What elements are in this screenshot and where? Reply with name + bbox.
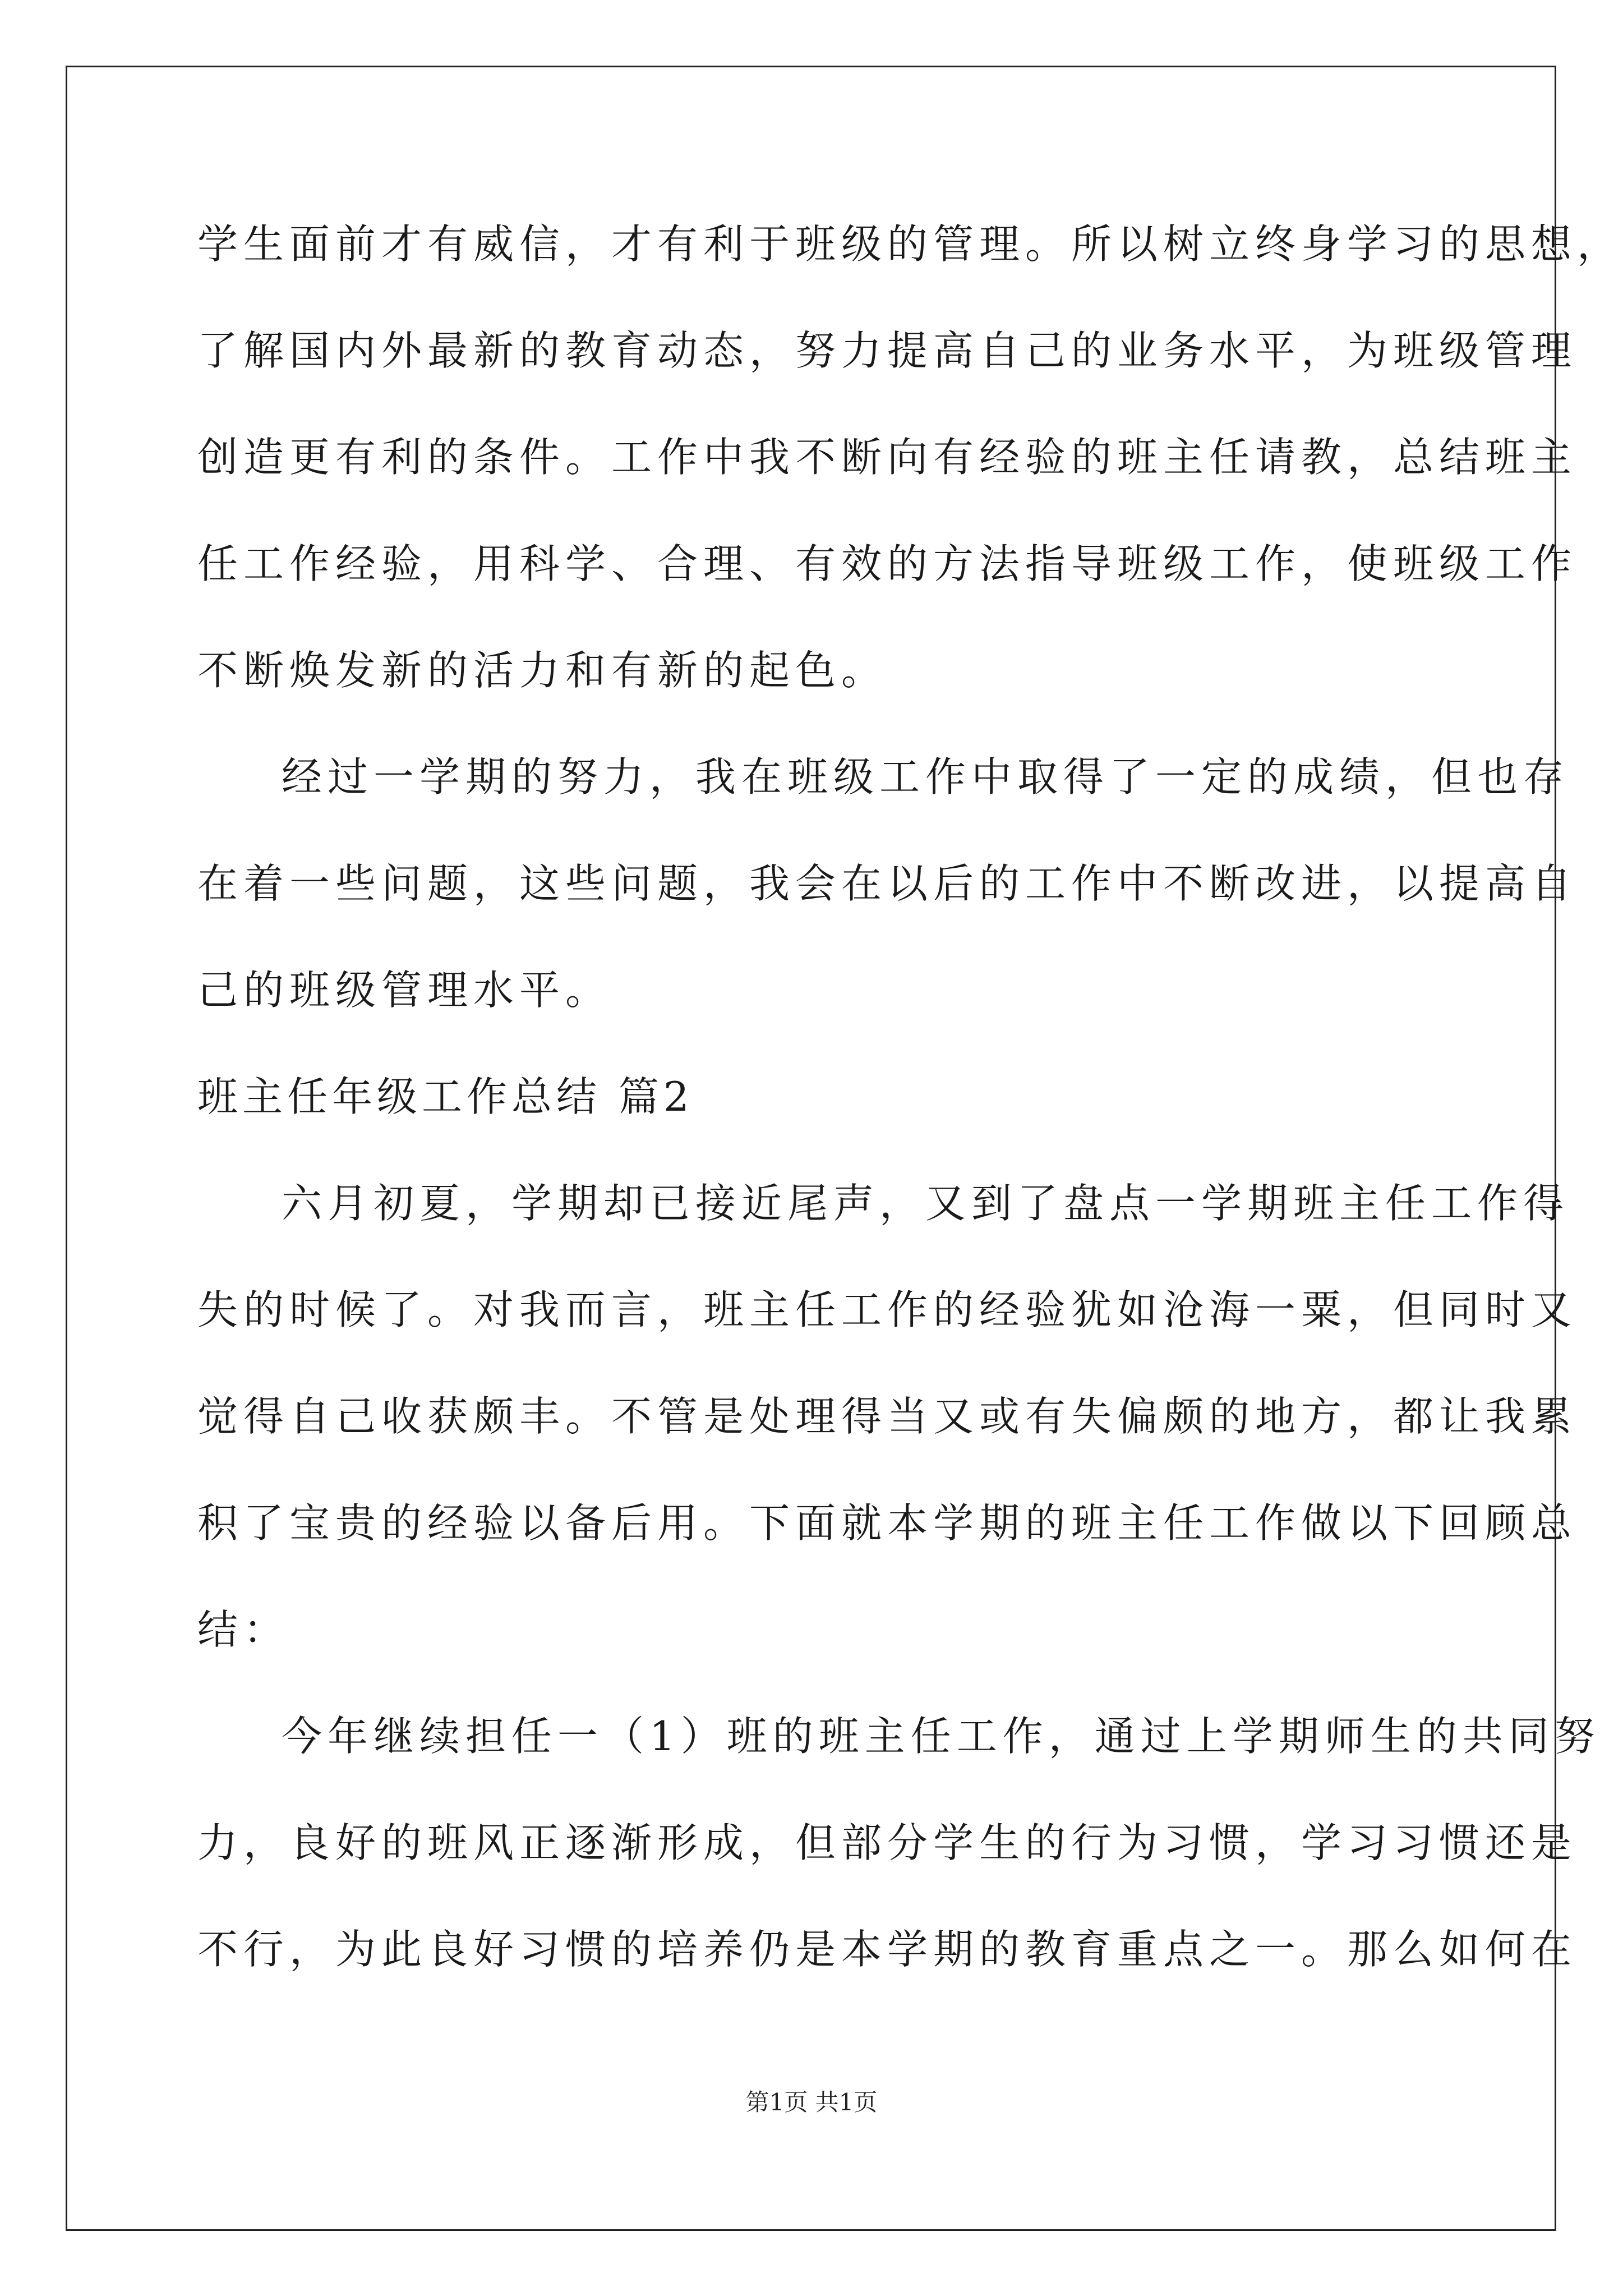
text-line: 力，良好的班风正逐渐形成，但部分学生的行为习惯，学习习惯还是 <box>197 1819 1578 1866</box>
text-line: 觉得自己收获颇丰。不管是处理得当又或有失偏颇的地方，都让我累 <box>197 1393 1578 1440</box>
document-body <box>197 208 1623 2019</box>
text-line: 不断焕发新的活力和有新的起色。 <box>197 647 888 694</box>
text-line: 失的时候了。对我而言，班主任工作的经验犹如沧海一粟，但同时又 <box>197 1286 1578 1333</box>
page-footer: 第1页 共1页 <box>745 2088 878 2116</box>
text-line: 创造更有利的条件。工作中我不断向有经验的班主任请教，总结班主 <box>197 434 1578 481</box>
text-line: 不行，为此良好习惯的培养仍是本学期的教育重点之一。那么如何在 <box>197 1926 1578 1973</box>
text-line: 学生面前才有威信，才有利于班级的管理。所以树立终身学习的思想， <box>197 220 1623 268</box>
section-heading: 班主任年级工作总结 篇2 <box>197 1073 694 1120</box>
text-line: 了解国内外最新的教育动态，努力提高自己的业务水平，为班级管理 <box>197 327 1578 374</box>
text-line: 己的班级管理水平。 <box>197 967 612 1014</box>
paragraph-first-line: 今年继续担任一（1）班的班主任工作，通过上学期师生的共同努 <box>282 1713 1601 1760</box>
text-line: 积了宝贵的经验以备后用。下面就本学期的班主任工作做以下回顾总 <box>197 1499 1578 1547</box>
text-line: 结： <box>197 1606 290 1653</box>
text-line: 在着一些问题，这些问题，我会在以后的工作中不断改进，以提高自 <box>197 860 1578 907</box>
paragraph-first-line: 六月初夏，学期却已接近尾声，又到了盘点一学期班主任工作得 <box>282 1180 1570 1227</box>
paragraph-first-line: 经过一学期的努力，我在班级工作中取得了一定的成绩，但也存 <box>282 753 1570 800</box>
text-line: 任工作经验，用科学、合理、有效的方法指导班级工作，使班级工作 <box>197 540 1578 587</box>
